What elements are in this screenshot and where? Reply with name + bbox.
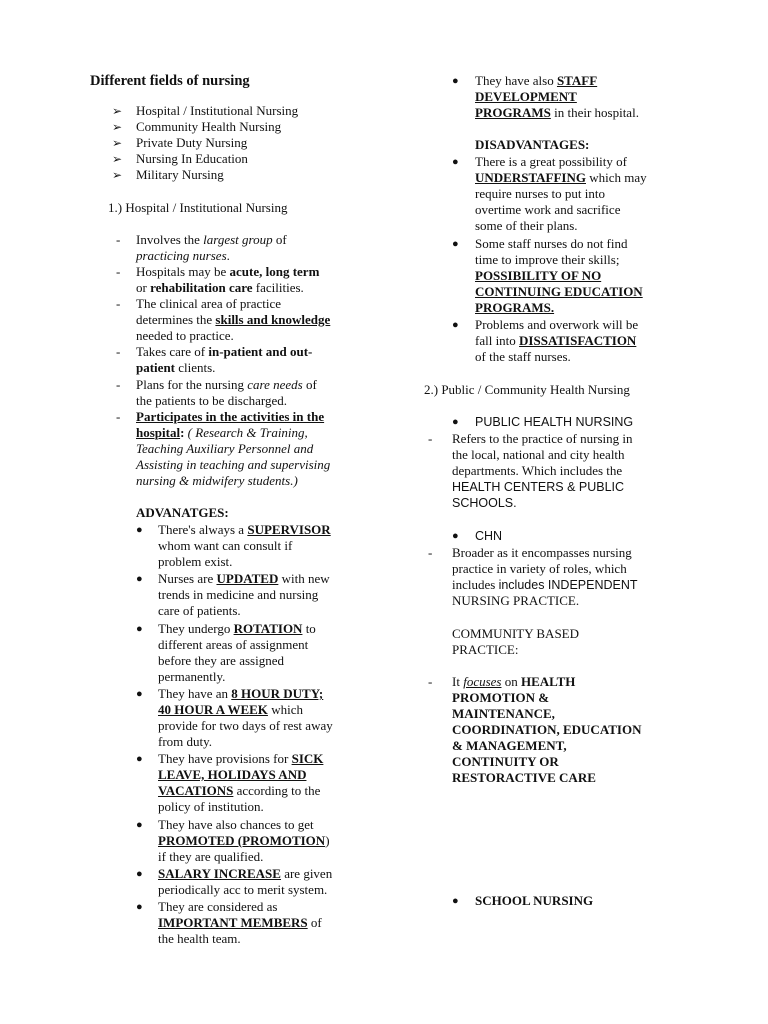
page-title: Different fields of nursing [90, 73, 250, 89]
text-line: It focuses on HEALTH [452, 674, 576, 689]
text-line: practice in variety of roles, which [452, 561, 627, 576]
text-line: Involves the largest group of [136, 232, 287, 247]
subsection-label: SCHOOL NURSING [475, 893, 594, 908]
disadvantages-heading: DISADVANTAGES: [475, 137, 590, 152]
text-line: hospital: ( Research & Training, [136, 425, 308, 440]
subsection-label: CHN [475, 529, 503, 543]
text-line: practicing nurses. [136, 248, 230, 263]
text-line: needed to practice. [136, 328, 234, 343]
bullet-icon: ● [452, 75, 459, 87]
text-line: the patients to be discharged. [136, 393, 288, 408]
text-line: COORDINATION, EDUCATION [452, 722, 642, 737]
text-line: SALARY INCREASE are given [158, 866, 333, 881]
bullet-icon: ● [136, 868, 143, 880]
text-line: the health team. [158, 931, 241, 946]
arrow-bullet-icon: ➢ [112, 104, 123, 118]
section-heading: 2.) Public / Community Health Nursing [424, 382, 630, 397]
dash-bullet-icon: - [428, 674, 433, 689]
dash-bullet-icon: - [116, 264, 121, 279]
advantages-heading: ADVANATGES: [136, 505, 229, 520]
dash-bullet-icon: - [116, 409, 121, 424]
text-line: periodically acc to merit system. [158, 882, 328, 897]
subsection-label: PUBLIC HEALTH NURSING [475, 415, 634, 429]
text-line: They have also STAFF [475, 73, 598, 88]
text-line: time to improve their skills; [475, 252, 620, 267]
text-line: from duty. [158, 734, 213, 749]
text-line: policy of institution. [158, 799, 264, 814]
arrow-bullet-icon: ➢ [112, 136, 123, 150]
text-line: CONTINUING EDUCATION [475, 284, 643, 299]
text-line: They are considered as [158, 899, 278, 914]
text-line: CONTINUITY OR [452, 754, 559, 769]
text-line: PROGRAMS in their hospital. [475, 105, 639, 120]
bullet-icon: ● [136, 688, 143, 700]
dash-bullet-icon: - [428, 431, 433, 446]
text-line: DEVELOPMENT [475, 89, 577, 104]
text-line: They undergo ROTATION to [158, 621, 316, 636]
text-line: LEAVE, HOLIDAYS AND [158, 767, 307, 782]
text-line: POSSIBILITY OF NO [475, 268, 602, 283]
text-line: Problems and overwork will be [475, 317, 639, 332]
dash-bullet-icon: - [116, 377, 121, 392]
bullet-icon: ● [136, 819, 143, 831]
text-line: There's always a SUPERVISOR [158, 522, 331, 537]
text-line: PROMOTION & [452, 690, 550, 705]
dash-bullet-icon: - [116, 344, 121, 359]
text-line: before they are assigned [158, 653, 284, 668]
text-line: VACATIONS according to the [158, 783, 321, 798]
text-line: includes includes INDEPENDENT [452, 577, 638, 592]
bullet-icon: ● [452, 530, 459, 542]
text-line: fall into DISSATISFACTION [475, 333, 637, 348]
text-line: nursing & midwifery students.) [136, 473, 298, 488]
text-line: They have an 8 HOUR DUTY; [158, 686, 324, 701]
list-item: Nursing In Education [136, 151, 248, 166]
text-line: The clinical area of practice [136, 296, 282, 311]
text-line: Teaching Auxiliary Personnel and [136, 441, 314, 456]
text-line: permanently. [158, 669, 226, 684]
text-line: Plans for the nursing care needs of [136, 377, 317, 392]
text-line: problem exist. [158, 554, 233, 569]
text-line: Refers to the practice of nursing in [452, 431, 633, 446]
text-line: different areas of assignment [158, 637, 309, 652]
bullet-icon: ● [452, 238, 459, 250]
text-line: Hospitals may be acute, long term [136, 264, 320, 279]
text-line: PROMOTED (PROMOTION) [158, 833, 330, 848]
text-line: some of their plans. [475, 218, 578, 233]
text-line: Nurses are UPDATED with new [158, 571, 330, 586]
arrow-bullet-icon: ➢ [112, 168, 123, 182]
list-item: Private Duty Nursing [136, 135, 248, 150]
text-line: MAINTENANCE, [452, 706, 555, 721]
bullet-icon: ● [136, 524, 143, 536]
text-line: Takes care of in-patient and out- [136, 344, 313, 359]
list-item: Hospital / Institutional Nursing [136, 103, 299, 118]
text-line: determines the skills and knowledge [136, 312, 331, 327]
text-line: They have also chances to get [158, 817, 314, 832]
text-line: COMMUNITY BASED [452, 626, 579, 641]
list-item: Military Nursing [136, 167, 224, 182]
text-line: whom want can consult if [158, 538, 293, 553]
text-line: or rehabilitation care facilities. [136, 280, 304, 295]
section-heading: 1.) Hospital / Institutional Nursing [108, 200, 288, 215]
text-line: care of patients. [158, 603, 241, 618]
text-line: They have provisions for SICK [158, 751, 324, 766]
text-line: IMPORTANT MEMBERS of [158, 915, 322, 930]
text-line: require nurses to put into [475, 186, 605, 201]
text-line: departments. Which includes the [452, 463, 623, 478]
text-line: RESTORACTIVE CARE [452, 770, 596, 785]
text-line: There is a great possibility of [475, 154, 627, 169]
text-line: HEALTH CENTERS & PUBLIC [452, 480, 625, 494]
bullet-icon: ● [452, 156, 459, 168]
text-line: PROGRAMS. [475, 300, 555, 315]
dash-bullet-icon: - [428, 545, 433, 560]
text-line: if they are qualified. [158, 849, 264, 864]
bullet-icon: ● [136, 753, 143, 765]
list-item: Community Health Nursing [136, 119, 282, 134]
text-line: patient clients. [136, 360, 216, 375]
dash-bullet-icon: - [116, 232, 121, 247]
text-line: Participates in the activities in the [136, 409, 325, 424]
text-line: PRACTICE: [452, 642, 519, 657]
text-line: of the staff nurses. [475, 349, 571, 364]
arrow-bullet-icon: ➢ [112, 152, 123, 166]
text-line: NURSING PRACTICE. [452, 593, 580, 608]
bullet-icon: ● [452, 895, 459, 907]
text-line: 40 HOUR A WEEK which [158, 702, 303, 717]
bullet-icon: ● [452, 319, 459, 331]
text-line: & MANAGEMENT, [452, 738, 567, 753]
bullet-icon: ● [136, 623, 143, 635]
text-line: Some staff nurses do not find [475, 236, 628, 251]
bullet-icon: ● [136, 573, 143, 585]
text-line: overtime work and sacrifice [475, 202, 621, 217]
arrow-bullet-icon: ➢ [112, 120, 123, 134]
text-line: SCHOOLS. [452, 496, 517, 510]
text-line: provide for two days of rest away [158, 718, 333, 733]
text-line: the local, national and city health [452, 447, 625, 462]
text-line: Assisting in teaching and supervising [136, 457, 331, 472]
bullet-icon: ● [136, 901, 143, 913]
text-line: UNDERSTAFFING which may [475, 170, 647, 185]
bullet-icon: ● [452, 416, 459, 428]
text-line: trends in medicine and nursing [158, 587, 319, 602]
dash-bullet-icon: - [116, 296, 121, 311]
text-line: Broader as it encompasses nursing [452, 545, 632, 560]
